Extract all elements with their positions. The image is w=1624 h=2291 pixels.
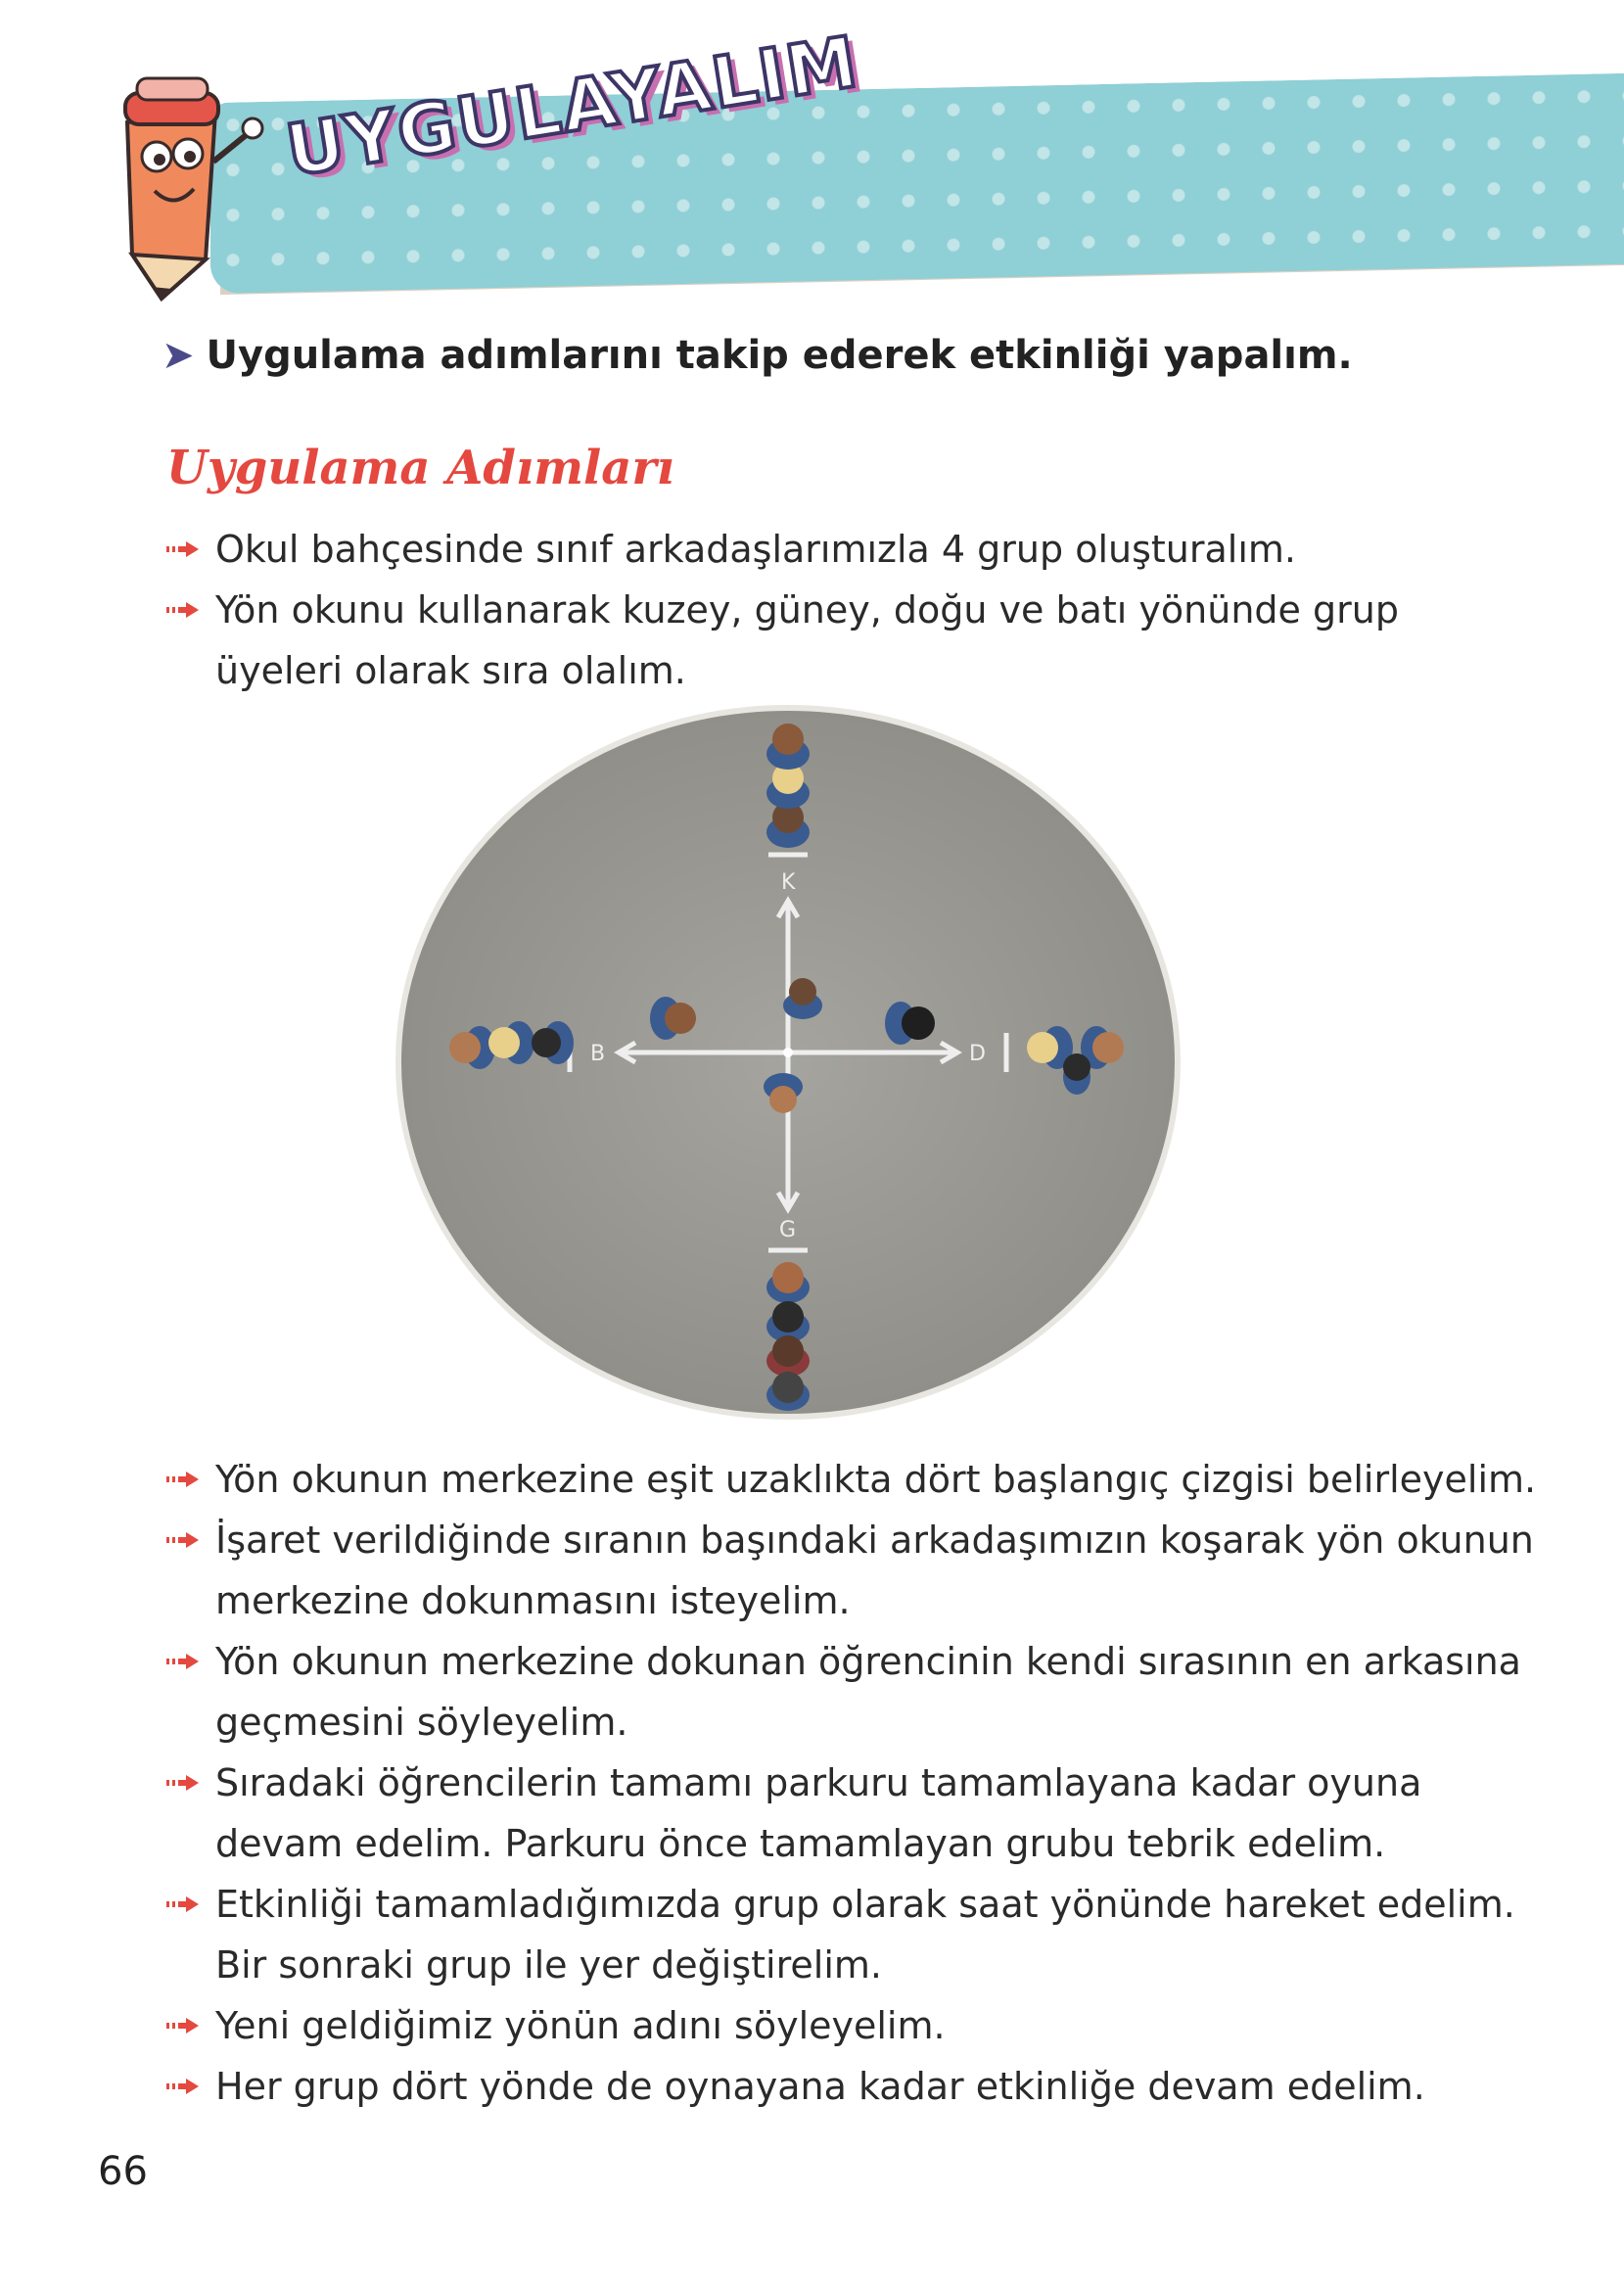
steps-list-top [166,519,1537,701]
banner-title: UYGULAYALIM [280,20,864,193]
list-item: Yeni geldiğimiz yönün adını söyleyelim. [166,1995,1537,2056]
arrow-bullet-icon [166,2017,200,2034]
east-label: D [969,1042,986,1066]
intro-text: Uygulama adımlarını takip ederek etkinliği yapalım. [206,333,1353,378]
south-label: G [779,1218,797,1242]
arrow-bullet-icon [166,1653,200,1670]
steps-list-bottom [166,1449,1537,2117]
list-item: Sıradaki öğrencilerin tamamı parkuru tamamlayana kadar oyuna devam edelim. Parkuru önce tamamlayan grubu tebrik edelim. [166,1753,1537,1874]
list-item: Her grup dört yönde de oynayana kadar etkinliğe devam edelim. [166,2056,1537,2117]
list-item: Etkinliği tamamladığımızda grup olarak saat yönünde hareket edelim. Bir sonraki grup ile yer değiştirelim. [166,1874,1537,1995]
list-item: Yön okunun merkezine eşit uzaklıkta dört başlangıç çizgisi belirleyelim. [166,1449,1537,1510]
arrow-bullet-icon [166,1471,200,1488]
list-item: İşaret verildiğinde sıranın başındaki arkadaşımızın koşarak yön okunun merkezine dokunmasını isteyelim. [166,1510,1537,1631]
section-title: Uygulama Adımları [166,441,674,495]
arrow-bullet-icon [166,540,200,558]
intro-instruction [162,333,1353,378]
list-item: Yön okunu kullanarak kuzey, güney, doğu ve batı yönünde grup üyeleri olarak sıra olalım. [166,580,1537,701]
page-number: 66 [98,2149,148,2194]
arrow-bullet-icon [166,2078,200,2095]
pencil-mascot-icon [88,54,274,308]
arrow-bullet-icon [166,1531,200,1549]
list-item: Yön okunun merkezine dokunan öğrencinin kendi sırasının en arkasına geçmesini söyleyelim. [166,1631,1537,1753]
arrow-bullet-icon [166,1895,200,1913]
compass-activity-illustration [392,700,1184,1425]
north-label: K [781,870,796,895]
student-group-south [766,1262,810,1411]
west-label: B [590,1042,606,1066]
arrow-bullet-icon [166,601,200,619]
arrow-bullet-icon [166,1774,200,1792]
list-item: Okul bahçesinde sınıf arkadaşlarımızla 4 grup oluşturalım. [166,519,1537,580]
student-group-north [766,724,810,848]
arrow-icon: ➤ [162,333,195,378]
